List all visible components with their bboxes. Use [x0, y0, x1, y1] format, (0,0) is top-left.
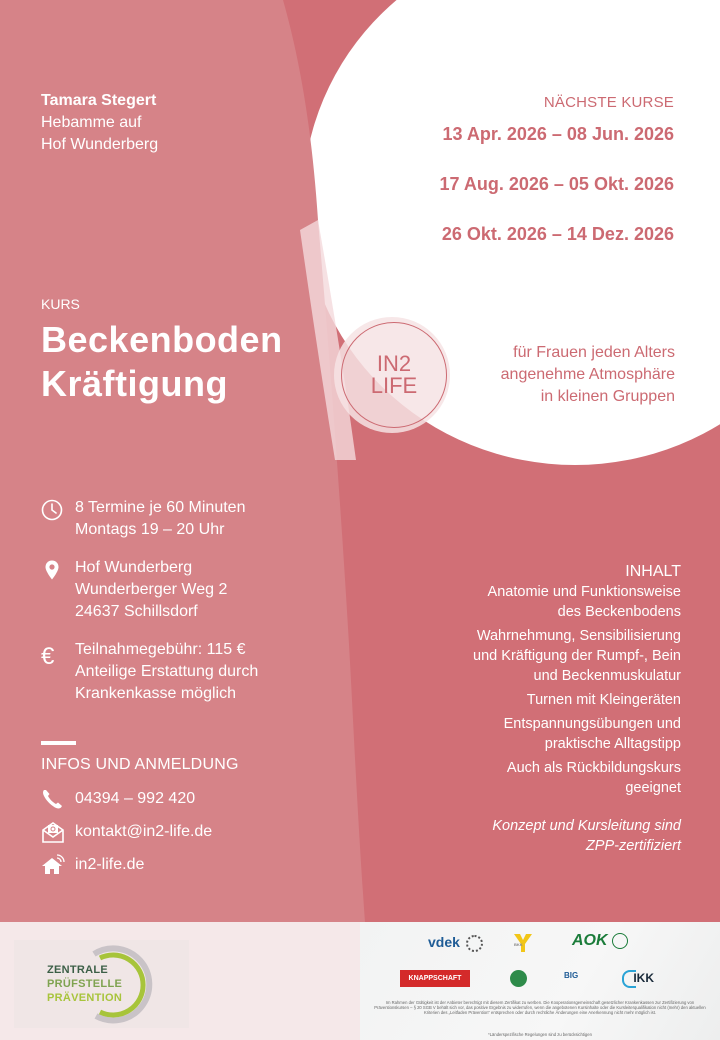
- logo-line1: IN2: [376, 351, 412, 376]
- author-location: Hof Wunderberg: [41, 136, 159, 153]
- zpp-text: [47, 963, 122, 1005]
- ikk-logo: [622, 970, 654, 988]
- course-date: 13 Apr. 2026 – 08 Jun. 2026: [442, 124, 674, 144]
- features-list: [501, 342, 675, 408]
- mail-icon: [41, 821, 65, 843]
- vdek-logo: [428, 934, 483, 952]
- next-courses: [440, 94, 674, 273]
- location-info: [41, 557, 227, 623]
- certification-note-line: Konzept und Kursleitung sind: [492, 818, 681, 834]
- knappschaft-label: KNAPPSCHAFT: [408, 975, 462, 982]
- contact-website[interactable]: [41, 854, 144, 876]
- author-block: [41, 90, 158, 156]
- aok-logo: [572, 932, 628, 950]
- next-courses-label: NÄCHSTE KURSE: [543, 94, 674, 111]
- content-item-line: des Beckenbodens: [557, 604, 681, 620]
- feature-item: für Frauen jeden Alters: [513, 344, 675, 361]
- email-address[interactable]: kontakt@in2-life.de: [75, 823, 213, 840]
- course-date: 17 Aug. 2026 – 05 Okt. 2026: [439, 174, 674, 194]
- content-item: [473, 714, 681, 754]
- divider: [41, 741, 76, 745]
- location-street: Wunderberger Weg 2: [75, 581, 228, 598]
- fee-info: [41, 639, 258, 705]
- content-section: [473, 562, 681, 856]
- author-role: Hebamme auf: [41, 114, 142, 131]
- certification-note-line: ZPP-zertifiziert: [585, 838, 681, 854]
- content-item: [473, 758, 681, 798]
- aok-tree-icon: [612, 933, 628, 949]
- content-item-line: Wahrnehmung, Sensibilisierung: [476, 628, 681, 644]
- content-item-line: und Beckenmuskulatur: [533, 668, 681, 684]
- phone-icon: [41, 788, 65, 810]
- location-name: Hof Wunderberg: [75, 559, 193, 576]
- content-heading: INHALT: [625, 563, 681, 580]
- contact-phone[interactable]: [41, 788, 195, 810]
- footer: [0, 922, 720, 1040]
- course-heading: [41, 296, 283, 406]
- in2life-logo: [341, 322, 447, 428]
- content-item-line: Turnen mit Kleingeräten: [526, 692, 681, 708]
- feature-item: angenehme Atmosphäre: [500, 366, 675, 383]
- home-wifi-icon: [41, 854, 65, 876]
- zpp-line1: ZENTRALE: [47, 964, 109, 976]
- website-link[interactable]: in2-life.de: [75, 856, 145, 873]
- big-logo: [564, 971, 578, 980]
- content-item: [473, 582, 681, 622]
- knappschaft-logo: [400, 970, 470, 987]
- content-item: [473, 690, 681, 710]
- fine-note: *Länderspezifische Regelungen sind zu berücksichtigen: [488, 1032, 592, 1037]
- bkk-label: BKK: [514, 942, 523, 947]
- content-item-line: Entspannungsübungen und: [503, 716, 681, 732]
- bkk-logo: [512, 932, 534, 954]
- ikk-label: IKK: [633, 971, 655, 986]
- fine-print: Im Rahmen der Gültigkeit ist der Anbieter berechtigt mit diesem Zertifikat zu werben. Die Kooperationsgemeinschaft gesetzlicher Krankenkassen zur Zertifizierung von Präventionskursen – § 20 SGB V behält sich vor, das positive Ergebnis zu widerrufen, wenn die angebotenen Kursinhalte oder die Kursleiterqualifikation nicht (mehr) den aktuellen Kriterien des „Leitfaden Prävention“ entsprechen oder durch rechtliche Änderungen eine Anerkennung nicht mehr möglich ist.: [374, 1000, 706, 1015]
- zpp-line2: PRÜFSTELLE: [47, 978, 123, 990]
- content-item-line: Auch als Rückbildungskurs: [506, 760, 681, 776]
- course-label: KURS: [41, 296, 80, 312]
- partner-logos: [360, 922, 720, 1040]
- content-item-line: geeignet: [625, 780, 681, 796]
- contact-email[interactable]: [41, 821, 212, 843]
- zpp-logo: [14, 940, 189, 1028]
- content-item-line: praktische Alltagstipp: [544, 736, 681, 752]
- logo-line2: LIFE: [370, 373, 418, 398]
- content-item: [473, 626, 681, 686]
- schedule-time: Montags 19 – 20 Uhr: [75, 521, 225, 538]
- zpp-line3: PRÄVENTION: [47, 992, 123, 1004]
- aok-label: AOK: [572, 932, 608, 949]
- vdek-label: vdek: [428, 934, 460, 950]
- course-title-line1: Beckenboden: [41, 319, 283, 360]
- author-name: Tamara Stegert: [41, 92, 157, 109]
- fee-refund: Anteilige Erstattung durch: [75, 663, 259, 680]
- location-city: 24637 Schillsdorf: [75, 603, 198, 620]
- content-item-line: und Kräftigung der Rumpf-, Bein: [473, 648, 681, 664]
- euro-icon: €: [41, 643, 55, 670]
- schedule-sessions: 8 Termine je 60 Minuten: [75, 499, 246, 516]
- sozialversicherung-logo: [510, 970, 527, 987]
- content-item-line: Anatomie und Funktionsweise: [487, 584, 681, 600]
- clock-icon: [41, 499, 63, 521]
- vdek-circle-icon: [466, 935, 483, 952]
- certification-note: [473, 816, 681, 856]
- fee-refund-cont: Krankenkasse möglich: [75, 685, 236, 702]
- big-label: BIG: [564, 971, 579, 980]
- course-title-line2: Kräftigung: [41, 363, 228, 404]
- phone-number[interactable]: 04394 – 992 420: [75, 790, 196, 807]
- feature-item: in kleinen Gruppen: [540, 388, 675, 405]
- contact-heading: INFOS UND ANMELDUNG: [41, 756, 239, 773]
- schedule-info: [41, 497, 245, 541]
- course-date: 26 Okt. 2026 – 14 Dez. 2026: [441, 224, 674, 244]
- fee-amount: Teilnahmegebühr: 115 €: [75, 641, 246, 658]
- map-pin-icon: [41, 559, 63, 581]
